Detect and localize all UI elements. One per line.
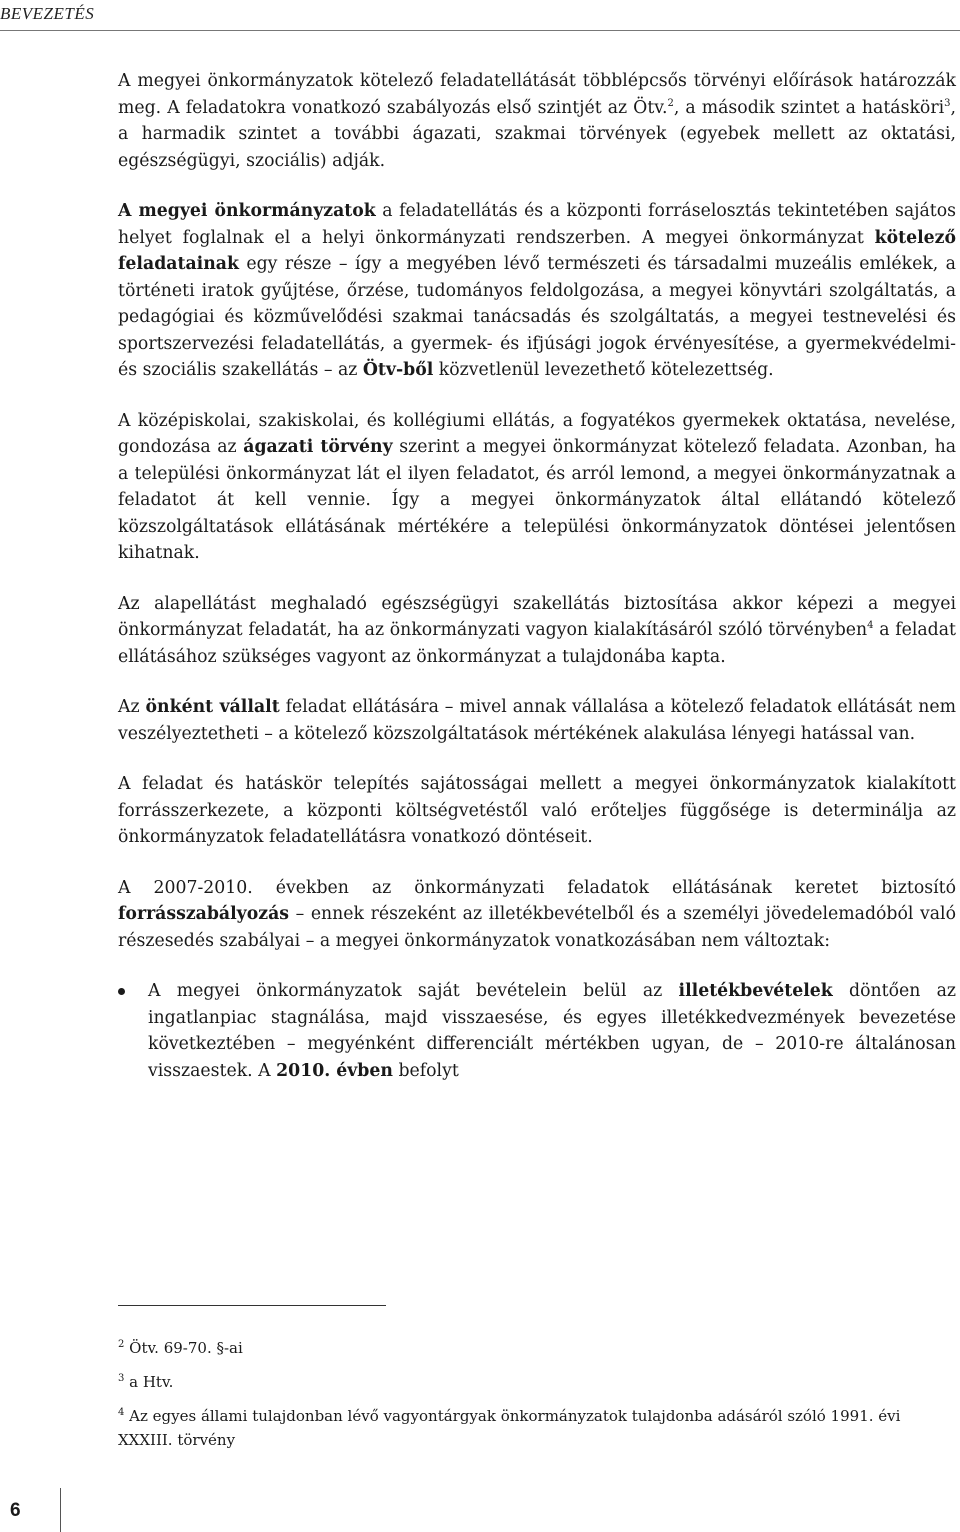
- text-run: , a harmadik szintet a további ágazati, szakmai törvények (egyebek mellett az oktatási, egészségügyi, szociális) adják.: [118, 97, 956, 171]
- footnote-ref-4[interactable]: 4: [867, 620, 874, 632]
- footnote-separator: [118, 1305, 386, 1306]
- bold-term: A megyei önkormányzatok: [118, 201, 376, 221]
- text-run: közvetlenül levezethető kötelezettség.: [433, 360, 774, 380]
- text-run: a feladat ellátásához szükséges vagyont az önkormányzat a tulajdonába kapta.: [118, 620, 956, 667]
- footnote-text: a Htv.: [124, 1373, 174, 1391]
- footnote-3: [118, 1370, 956, 1394]
- paragraph-4: [118, 591, 956, 671]
- paragraph-2: [118, 198, 956, 384]
- text-run: Az: [118, 697, 146, 717]
- bold-term: önként vállalt: [145, 697, 280, 717]
- text-run: feladat ellátására – mivel annak vállalása a kötelező feladatok ellátását nem veszélyeztetheti – a kötelező közszolgáltatások mértékének alakulása lényegi hatással van.: [118, 697, 956, 744]
- bold-term: 2010. évben: [276, 1060, 393, 1081]
- text-run: A középiskolai, szakiskolai, és kollégiumi ellátás, a fogyatékos gyermekek oktatása, nevelése, gondozása az: [118, 410, 956, 457]
- page-number-divider: [60, 1488, 61, 1532]
- footnote-ref-3[interactable]: 3: [944, 97, 951, 109]
- text-run: A 2007-2010. években az önkormányzati feladatok ellátásának keretet biztosító: [118, 877, 956, 898]
- footnote-number: 2: [118, 1339, 125, 1350]
- bold-term: forrásszabályozás: [118, 904, 289, 924]
- footnote-number: 4: [118, 1407, 125, 1418]
- text-run: egy része – így a megyében lévő természeti és társadalmi muzeális emlékek, a történeti iratok gyűjtése, őrzése, tudományos feldolgozása, a megyei könyvtári szolgáltatás, a pedagógiai és közművelődési szakmai tanácsadás és szolgáltatás, a megyei testnevelési és sportszervezési feladatellátás, a gyermek- és ifjúsági jogok érvényesítése, a gyermekvédelmi- és szociális szakellátás – az: [118, 254, 956, 380]
- list-item: [118, 978, 956, 1084]
- page-number: 6: [10, 1500, 21, 1521]
- footnotes: [118, 1336, 956, 1462]
- page-header-title: BEVEZETÉS: [0, 4, 95, 23]
- paragraph-5: [118, 694, 956, 747]
- bullet-list: [118, 978, 956, 1084]
- text-run: döntően az ingatlanpiac stagnálása, majd visszaesése, és egyes illetékkedvezmények bevezetése következtében – megyénként differenciált mértékben ugyan, de – 2010-re általánosan visszaestek. A: [148, 981, 956, 1081]
- paragraph-7: [118, 875, 956, 955]
- body-text: [118, 68, 956, 1084]
- text-run: A megyei önkormányzatok kötelező feladatellátását többlépcsős törvényi előírások határozzák meg. A feladatokra vonatkozó szabályozás első szintjét az Ötv.: [118, 71, 956, 118]
- text-run: A megyei önkormányzatok saját bevételein belül az: [148, 981, 679, 1001]
- footnote-text: Az egyes állami tulajdonban lévő vagyontárgyak önkormányzatok tulajdonba adásáról szóló 1991. évi XXXIII. törvény: [118, 1407, 901, 1449]
- text-run: , a második szintet a hatásköri: [673, 97, 945, 118]
- text-run: – ennek részeként az illetékbevételből és a személyi jövedelemadóból való részesedés szabályai – a megyei önkormányzatok vonatkozásában nem változtak:: [118, 904, 956, 951]
- header-divider: [0, 30, 960, 31]
- footnote-2: [118, 1336, 956, 1360]
- paragraph-3: [118, 408, 956, 567]
- bullet-icon: [118, 988, 125, 995]
- text-run: Az alapellátást meghaladó egészségügyi szakellátás biztosítása akkor képezi a megyei önkormányzat feladatát, ha az önkormányzati vagyon kialakításáról szóló törvényben: [118, 593, 956, 640]
- paragraph-6: [118, 771, 956, 851]
- text-run: szerint a megyei önkormányzat kötelező feladata. Azonban, ha a települési önkormányzat lát el ilyen feladatot, és arról lemond, a megyei önkormányzatnak a feladatot át kell vennie. Így a megyei önkormányzatok által ellátandó kötelező közszolgáltatások ellátásának mértékére a települési önkormányzatok döntései jelentősen kihatnak.: [118, 437, 956, 563]
- paragraph-1: [118, 68, 956, 174]
- text-run: A feladat és hatáskör telepítés sajátosságai mellett a megyei önkormányzatok kialakított forrásszerkezete, a központi költségvetéstől való erőteljes függősége is determinálja az önkormányzatok feladatellátásra vonatkozó döntéseit.: [118, 774, 956, 847]
- footnote-ref-2[interactable]: 2: [667, 97, 674, 109]
- footnote-text: Ötv. 69-70. §-ai: [124, 1339, 243, 1357]
- text-run: a feladatellátás és a központi forráselosztás tekintetében sajátos helyet foglalnak el a helyi önkormányzati rendszerben. A megyei önkormányzat: [118, 201, 956, 248]
- text-run: befolyt: [392, 1060, 459, 1081]
- bold-term: ágazati törvény: [243, 437, 393, 457]
- bold-term: Ötv-ből: [362, 360, 434, 380]
- footnote-4: [118, 1404, 956, 1452]
- bold-term: illetékbevételek: [678, 981, 833, 1001]
- bold-term: kötelező feladatainak: [118, 227, 956, 274]
- footnote-number: 3: [118, 1373, 125, 1384]
